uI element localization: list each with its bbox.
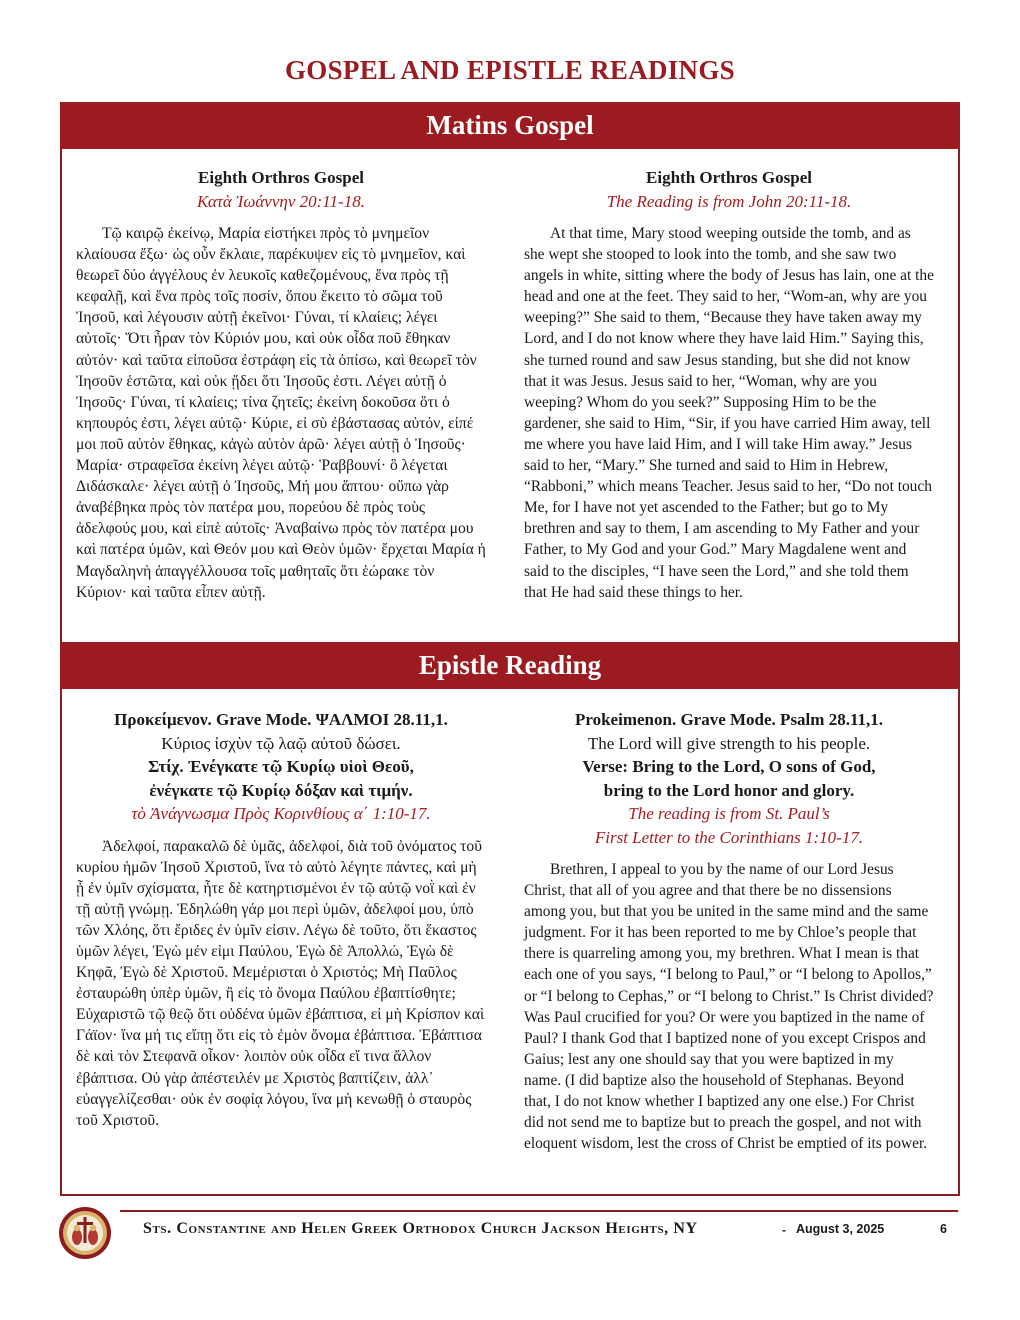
matins-greek-title: Eighth Orthros Gospel	[198, 168, 364, 187]
matins-english-column	[524, 166, 934, 603]
epistle-english-verse-1: Verse: Bring to the Lord, O sons of God,	[582, 757, 876, 776]
matins-greek-text: Τῷ καιρῷ ἐκείνῳ, Μαρία εἱστήκει πρὸς τὸ μνημεῖον κλαίουσα ἔξω· ὡς οὖν ἔκλαιε, παρέκυψεν εἰς τὸ μνημεῖον, καὶ θεωρεῖ δύο ἀγγέλους ἐν λευκοῖς καθεζομένους, ἕνα πρὸς τῇ κεφαλῇ, καὶ ἕνα πρὸς τοῖς ποσίν, ὅπου ἔκειτο τὸ σῶμα τοῦ Ἰησοῦ, καὶ λέγουσιν αὐτῇ ἐκεῖνοι· Γύναι, τί κλαίεις; λέγει αὐτοῖς· Ὅτι ἦραν τὸν Κύριόν μου, καὶ οὐκ οἶδα ποῦ ἔθηκαν αὐτόν· καὶ ταῦτα εἰποῦσα ἐστράφη εἰς τὰ ὀπίσω, καὶ θεωρεῖ τὸν Ἰησοῦν ἑστῶτα, καὶ οὐκ ᾔδει ὅτι Ἰησοῦς ἐστι. Λέγει αὐτῇ ὁ Ἰησοῦς· Γύναι, τί κλαίεις; τίνα ζητεῖς; ἐκείνη δοκοῦσα ὅτι ὁ κηπουρός ἐστι, λέγει αὐτῷ· Κύριε, εἰ σὺ ἐβάστασας αὐτόν, εἰπέ μοι ποῦ αὐτὸν ἔθηκας, κἀγὼ αὐτὸν ἀρῶ· λέγει αὐτῇ ὁ Ἰησοῦς· Μαρία· στραφεῖσα ἐκείνη λέγει αὐτῷ· Ῥαββουνί· ὃ λέγεται Διδάσκαλε· λέγει αὐτῇ ὁ Ἰησοῦς, Μή μου ἅπτου· οὔπω γὰρ ἀναβέβηκα πρὸς τὸν πατέρα μου, πορεύου δὲ πρὸς τοὺς ἀδελφούς μου, καὶ εἰπὲ αὐτοῖς· Ἀναβαίνω πρὸς τὸν πατέρα μου καὶ πατέρα ὑμῶν, καὶ Θεόν μου καὶ Θεὸν ὑμῶν· ἔρχεται Μαρία ἡ Μαγδαληνὴ ἀπαγγέλλουσα τοῖς μαθηταῖς ὅτι ἑώρακε τὸν Κύριον· καὶ ταῦτα εἶπεν αὐτῇ.	[76, 225, 486, 601]
epistle-greek-column	[76, 708, 486, 1131]
matins-gospel-section	[60, 102, 960, 642]
matins-english-title: Eighth Orthros Gospel	[646, 168, 812, 187]
epistle-english-reference-2: First Letter to the Corinthians 1:10-17.	[594, 827, 864, 847]
epistle-english-prokeimenon: Prokeimenon. Grave Mode. Psalm 28.11,1.	[574, 710, 884, 729]
matins-english-text: At that time, Mary stood weeping outside the tomb, and as she wept she stooped to look into the tomb, and she saw two angels in white, sitting where the body of Jesus has lain, one at the head and one at the feet. They said to her, “Wom-an, why are you weeping?” She said to them, “Because they have taken away my Lord, and I do not know where they have laid Him.” Saying this, she turned round and saw Jesus standing, but she did not know that it was Jesus. Jesus said to her, “Woman, why are you weeping? Whom do you seek?” Supposing Him to be the gardener, she said to Him, “Sir, if you have carried Him away, tell me where you have laid Him, and I will take Him away.” Jesus said to her, “Mary.” She turned and said to Him in Hebrew, “Rabboni,” which means Teacher. Jesus said to her, “Do not touch Me, for I have not yet ascended to the Father; but go to My brethren and say to them, I am ascending to My Father and your Father, to My God and your God.” Mary Magdalene went and said to the disciples, “I have seen the Lord,” and she told them that He had said these things to her.	[524, 225, 934, 601]
epistle-greek-reference: τὸ Ἀνάγνωσμα Πρὸς Κορινθίους α΄ 1:10-17.	[131, 804, 431, 823]
epistle-english-reference-1: The reading is from St. Paul’s	[628, 804, 830, 823]
footer-church-name: Sts. Constantine and Helen Greek Orthodox Church Jackson Heights, NY	[143, 1220, 698, 1237]
epistle-english-verse-2: bring to the Lord honor and glory.	[603, 780, 855, 800]
epistle-greek-prokeimenon: Προκείμενον. Grave Mode. ΨΑΛΜΟΙ 28.11,1.	[114, 710, 448, 729]
epistle-english-line: The Lord will give strength to his people.	[587, 733, 871, 753]
epistle-reading-section	[60, 642, 960, 1196]
epistle-greek-verse-1: Στίχ. Ἐνέγκατε τῷ Κυρίῳ υἱοὶ Θεοῦ,	[148, 757, 414, 776]
page-footer	[58, 1204, 962, 1244]
matins-greek-reference: Κατὰ Ἰωάννην 20:11-18.	[197, 191, 365, 211]
footer-separator: -	[782, 1223, 786, 1237]
page-number: 6	[940, 1222, 947, 1236]
matins-gospel-banner: Matins Gospel	[60, 102, 960, 149]
matins-english-reference: The Reading is from John 20:11-18.	[606, 191, 852, 211]
footer-date: August 3, 2025	[796, 1222, 885, 1236]
epistle-reading-banner: Epistle Reading	[60, 642, 960, 689]
epistle-greek-verse-2: ἐνέγκατε τῷ Κυρίῳ δόξαν καὶ τιμήν.	[149, 780, 413, 800]
epistle-english-column	[524, 708, 934, 1154]
saints-seal-icon	[58, 1206, 112, 1260]
footer-divider	[120, 1210, 958, 1212]
epistle-greek-text: Ἀδελφοί, παρακαλῶ δὲ ὑμᾶς, ἀδελφοί, διὰ τοῦ ὀνόματος τοῦ κυρίου ἡμῶν Ἰησοῦ Χριστοῦ, ἵνα τὸ αὐτὸ λέγητε πάντες, καὶ μὴ ᾖ ἐν ὑμῖν σχίσματα, ἦτε δὲ κατηρτισμένοι ἐν τῷ αὐτῷ νοῒ καὶ ἐν τῇ αὐτῇ γνώμῃ. Ἐδηλώθη γάρ μοι περὶ ὑμῶν, ἀδελφοί μου, ὑπὸ τῶν Χλόης, ὅτι ἔριδες ἐν ὑμῖν εἰσιν. Λέγω δὲ τοῦτο, ὅτι ἕκαστος ὑμῶν λέγει, Ἐγὼ μέν εἰμι Παύλου, Ἐγὼ δὲ Ἀπολλώ, Ἐγὼ δὲ Κηφᾶ, Ἐγὼ δὲ Χριστοῦ. Μεμέρισται ὁ Χριστός; Μὴ Παῦλος ἐσταυρώθη ὑπὲρ ὑμῶν, ἢ εἰς τὸ ὄνομα Παύλου ἐβαπτίσθητε; Εὐχαριστῶ τῷ θεῷ ὅτι οὐδένα ὑμῶν ἐβάπτισα, εἰ μὴ Κρίσπον καὶ Γάϊον· ἵνα μή τις εἴπῃ ὅτι εἰς τὸ ἐμὸν ὄνομα ἐβάπτισα. Ἐβάπτισα δὲ καὶ τὸν Στεφανᾶ οἶκον· λοιπὸν οὐκ οἶδα εἴ τινα ἄλλον ἐβάπτισα. Οὐ γὰρ ἀπέστειλέν με Χριστὸς βαπτίζειν, ἀλλ᾽ εὐαγγελίζεσθαι· οὐκ ἐν σοφίᾳ λόγου, ἵνα μὴ κενωθῇ ὁ σταυρὸς τοῦ Χριστοῦ.	[76, 837, 485, 1129]
epistle-greek-line: Κύριος ἰσχὺν τῷ λαῷ αὐτοῦ δώσει.	[161, 733, 401, 753]
matins-greek-column	[76, 166, 486, 603]
page-title: GOSPEL AND EPISTLE READINGS	[285, 55, 735, 85]
epistle-english-text: Brethren, I appeal to you by the name of our Lord Jesus Christ, that all of you agree and that there be no dissensions among you, but that you be united in the same mind and the same judgment. For it has been reported to me by Chloe’s people that there is quarreling among you, my brethren. What I mean is that each one of you says, “I belong to Paul,” or “I belong to Apollos,” or “I belong to Cephas,” or “I belong to Christ.” Is Christ divided? Was Paul crucified for you? Or were you baptized in the name of Paul? I thank God that I baptized none of you except Crispos and Gaius; lest any one should say that you were baptized in my name. (I did baptize also the household of Stephanas. Beyond that, I do not know whether I baptized any one else.) For Christ did not send me to baptize but to preach the gospel, and not with eloquent wisdom, lest the cross of Christ be emptied of its power.	[524, 861, 934, 1153]
